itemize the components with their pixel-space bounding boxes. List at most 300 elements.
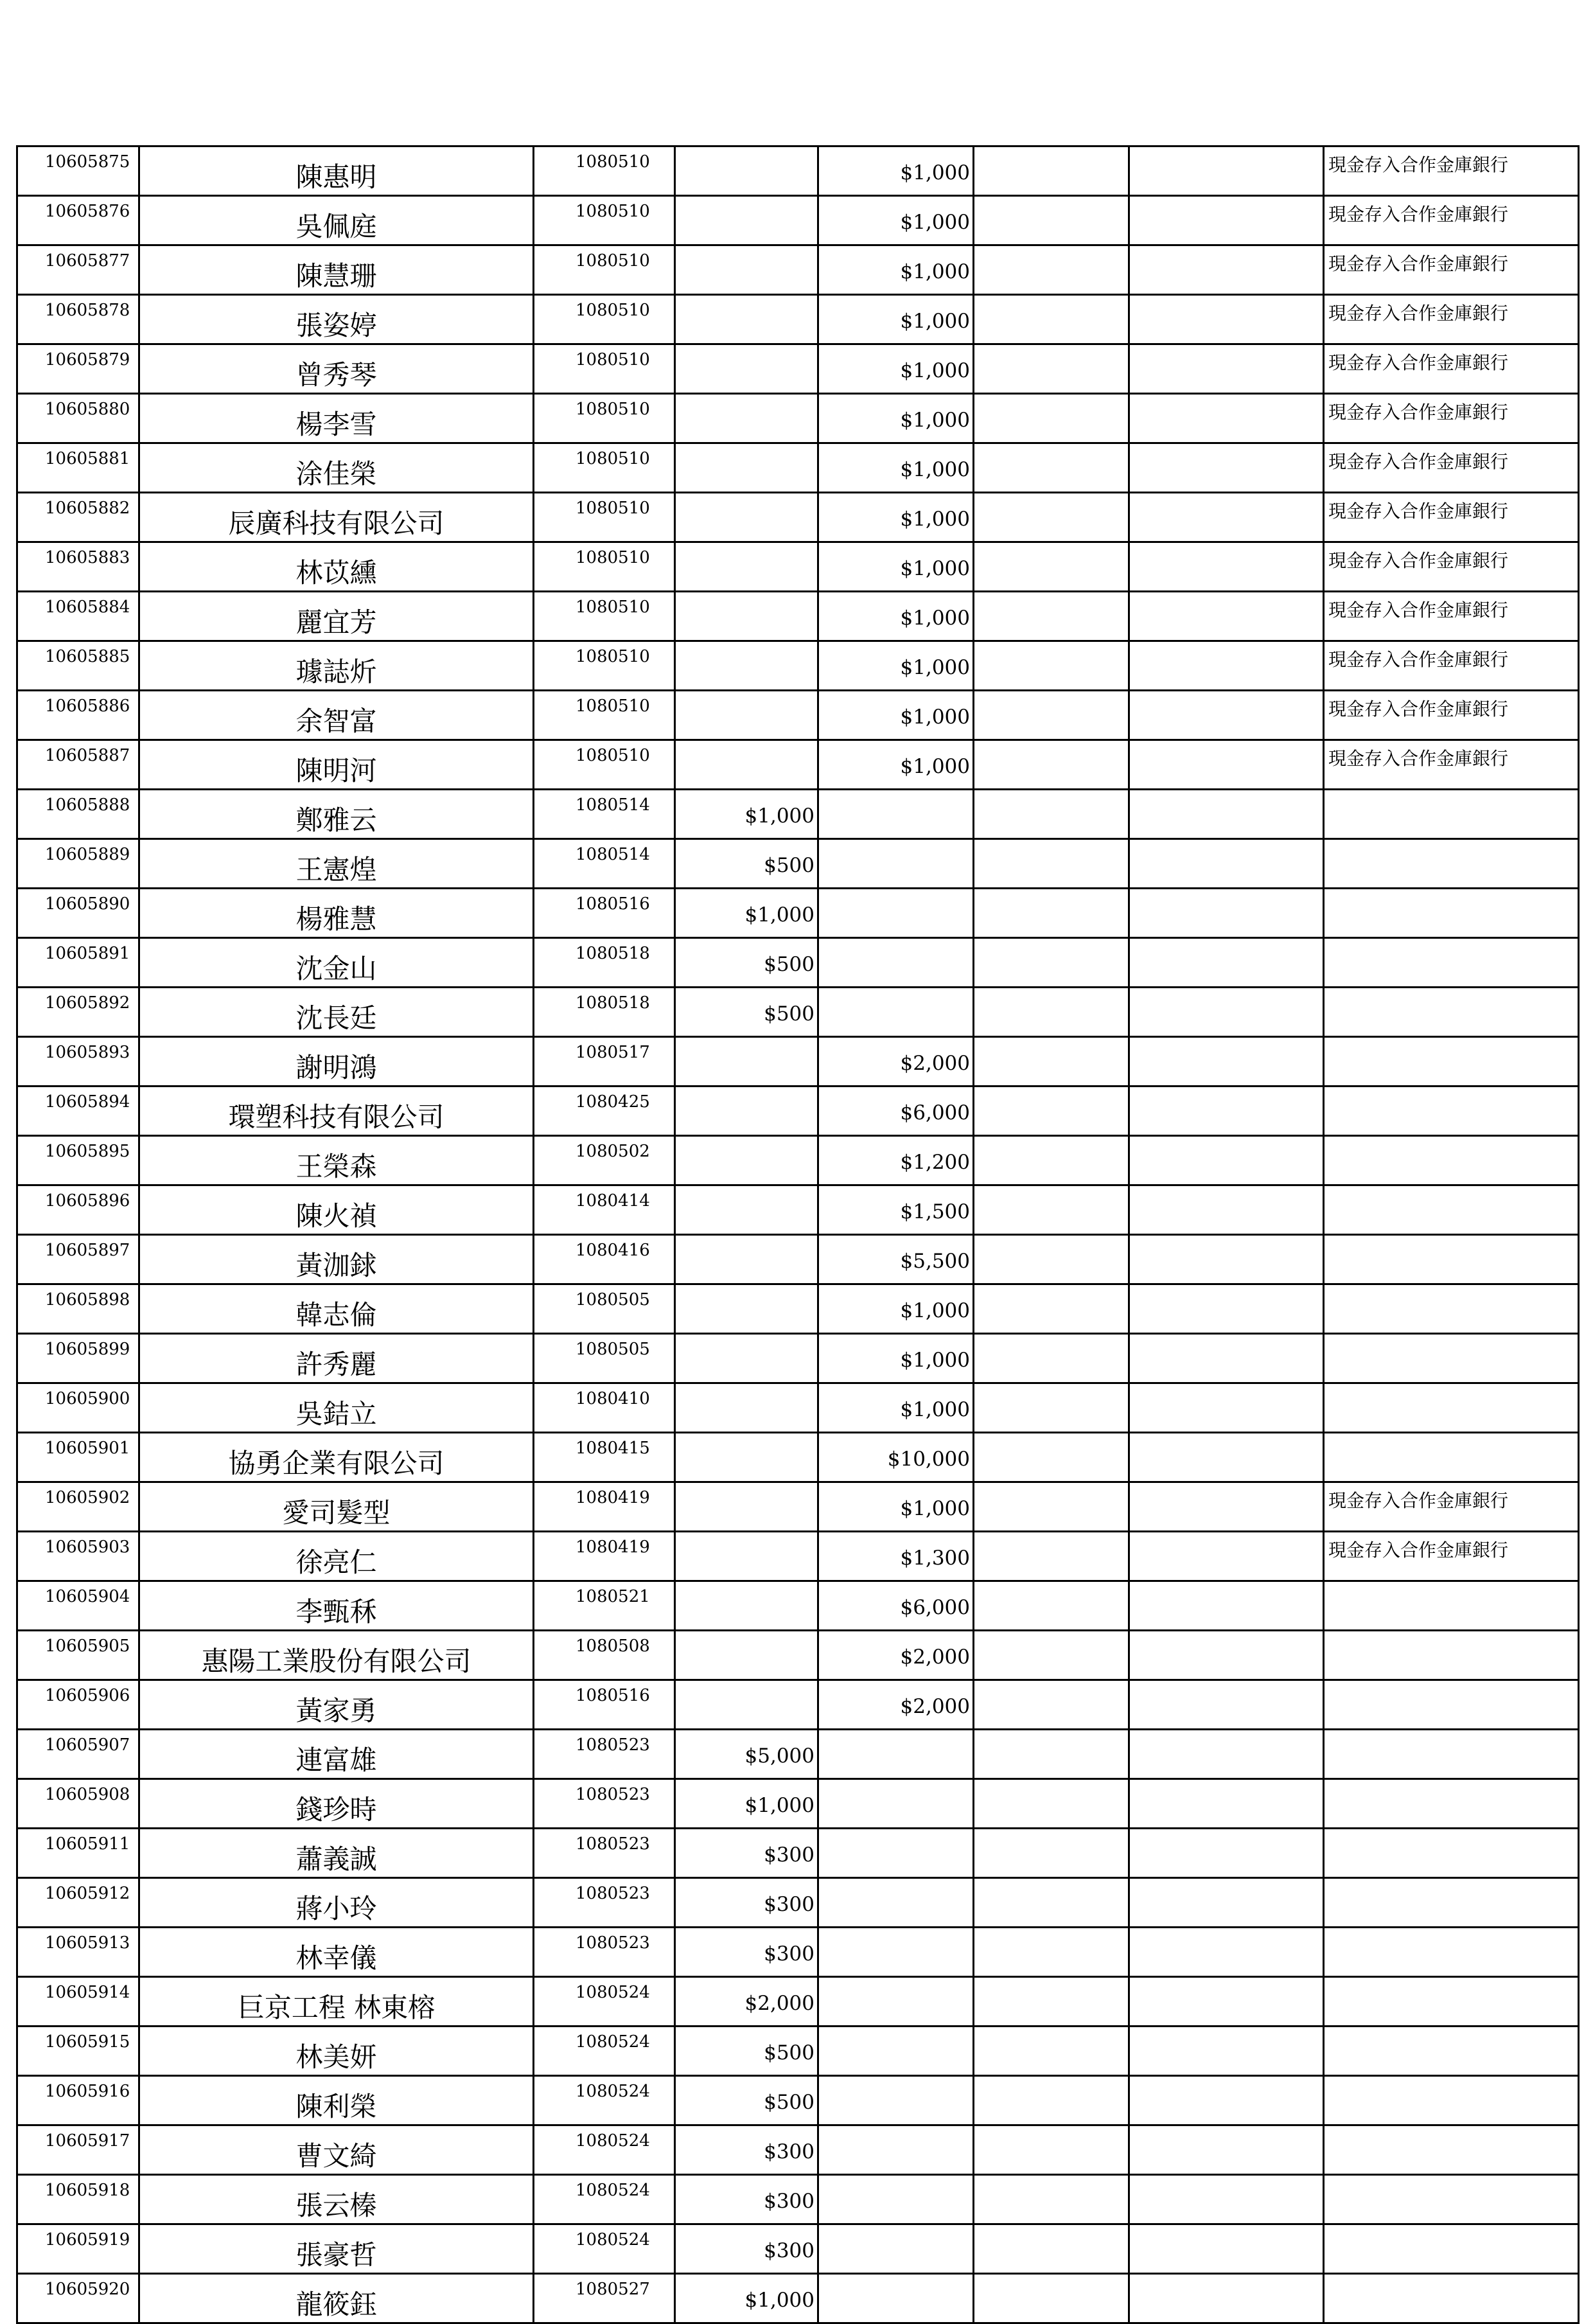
receipt-number-cell: 10605917 <box>17 2125 139 2175</box>
amount-cell-a <box>675 1631 818 1680</box>
date-cell: 1080510 <box>534 245 675 295</box>
amount-cell-b <box>818 1977 974 2027</box>
date-cell: 1080524 <box>534 2175 675 2224</box>
amount-cell-b <box>818 2027 974 2076</box>
table-row <box>17 2027 1579 2076</box>
date-cell: 1080514 <box>534 839 675 889</box>
table-row <box>17 1829 1579 1878</box>
date-cell: 1080510 <box>534 394 675 443</box>
payment-note-cell <box>1324 988 1579 1037</box>
amount-cell-b: $2,000 <box>818 1680 974 1730</box>
receipt-number-cell: 10605902 <box>17 1482 139 1532</box>
table-row <box>17 641 1579 691</box>
donor-name-cell: 吳銡立 <box>139 1383 534 1433</box>
empty-cell <box>974 245 1129 295</box>
date-cell: 1080510 <box>534 542 675 592</box>
amount-cell-b: $1,000 <box>818 1334 974 1383</box>
empty-cell <box>1129 2076 1324 2125</box>
donation-ledger-table <box>16 145 1580 2324</box>
empty-cell <box>974 295 1129 344</box>
table-row <box>17 196 1579 245</box>
payment-note-cell: 現金存入合作金庫銀行 <box>1324 295 1579 344</box>
receipt-number-cell: 10605893 <box>17 1037 139 1087</box>
table-row <box>17 839 1579 889</box>
donor-name-cell: 錢珍時 <box>139 1779 534 1829</box>
donor-name-cell: 龍筱鈺 <box>139 2274 534 2323</box>
amount-cell-b: $5,500 <box>818 1235 974 1284</box>
amount-cell-b: $1,500 <box>818 1185 974 1235</box>
amount-cell-b: $1,000 <box>818 641 974 691</box>
amount-cell-b: $10,000 <box>818 1433 974 1482</box>
amount-cell-b: $6,000 <box>818 1581 974 1631</box>
empty-cell <box>1129 1482 1324 1532</box>
empty-cell <box>974 1878 1129 1928</box>
payment-note-cell <box>1324 1829 1579 1878</box>
empty-cell <box>1129 146 1324 196</box>
amount-cell-a <box>675 1235 818 1284</box>
date-cell: 1080410 <box>534 1383 675 1433</box>
donor-name-cell: 李甄秝 <box>139 1581 534 1631</box>
empty-cell <box>974 2175 1129 2224</box>
donor-name-cell: 張云榛 <box>139 2175 534 2224</box>
amount-cell-a: $300 <box>675 1829 818 1878</box>
empty-cell <box>1129 1730 1324 1779</box>
amount-cell-b <box>818 988 974 1037</box>
payment-note-cell <box>1324 2027 1579 2076</box>
amount-cell-b: $1,000 <box>818 146 974 196</box>
amount-cell-b: $1,000 <box>818 196 974 245</box>
table-row <box>17 1581 1579 1631</box>
empty-cell <box>974 2125 1129 2175</box>
amount-cell-b: $1,200 <box>818 1136 974 1185</box>
donor-name-cell: 許秀麗 <box>139 1334 534 1383</box>
receipt-number-cell: 10605901 <box>17 1433 139 1482</box>
table-row <box>17 2076 1579 2125</box>
payment-note-cell <box>1324 1977 1579 2027</box>
date-cell: 1080415 <box>534 1433 675 1482</box>
date-cell: 1080516 <box>534 1680 675 1730</box>
payment-note-cell <box>1324 1730 1579 1779</box>
amount-cell-b: $1,000 <box>818 691 974 740</box>
amount-cell-a <box>675 295 818 344</box>
empty-cell <box>1129 889 1324 938</box>
empty-cell <box>1129 839 1324 889</box>
empty-cell <box>1129 2224 1324 2274</box>
table-row <box>17 938 1579 988</box>
donor-name-cell: 涂佳榮 <box>139 443 534 493</box>
empty-cell <box>1129 1779 1324 1829</box>
table-row <box>17 1235 1579 1284</box>
amount-cell-a <box>675 1532 818 1581</box>
amount-cell-a: $500 <box>675 839 818 889</box>
date-cell: 1080510 <box>534 344 675 394</box>
empty-cell <box>1129 394 1324 443</box>
empty-cell <box>1129 790 1324 839</box>
amount-cell-a <box>675 1284 818 1334</box>
receipt-number-cell: 10605889 <box>17 839 139 889</box>
amount-cell-a <box>675 1185 818 1235</box>
empty-cell <box>974 394 1129 443</box>
amount-cell-a <box>675 1680 818 1730</box>
date-cell: 1080510 <box>534 443 675 493</box>
payment-note-cell <box>1324 1185 1579 1235</box>
date-cell: 1080524 <box>534 2076 675 2125</box>
payment-note-cell <box>1324 2125 1579 2175</box>
table-row <box>17 493 1579 542</box>
empty-cell <box>974 1631 1129 1680</box>
amount-cell-b <box>818 790 974 839</box>
amount-cell-a <box>675 394 818 443</box>
donor-name-cell: 陳明河 <box>139 740 534 790</box>
empty-cell <box>1129 2125 1324 2175</box>
empty-cell <box>974 1235 1129 1284</box>
donor-name-cell: 林美妍 <box>139 2027 534 2076</box>
donor-name-cell: 惠陽工業股份有限公司 <box>139 1631 534 1680</box>
table-row <box>17 146 1579 196</box>
receipt-number-cell: 10605912 <box>17 1878 139 1928</box>
table-row <box>17 394 1579 443</box>
table-row <box>17 1977 1579 2027</box>
table-row <box>17 1680 1579 1730</box>
receipt-number-cell: 10605885 <box>17 641 139 691</box>
donor-name-cell: 陳火禎 <box>139 1185 534 1235</box>
empty-cell <box>1129 542 1324 592</box>
empty-cell <box>1129 1037 1324 1087</box>
receipt-number-cell: 10605884 <box>17 592 139 641</box>
empty-cell <box>1129 443 1324 493</box>
payment-note-cell <box>1324 1284 1579 1334</box>
table-row <box>17 1928 1579 1977</box>
table-row <box>17 1730 1579 1779</box>
amount-cell-a <box>675 1383 818 1433</box>
donor-name-cell: 林苡纁 <box>139 542 534 592</box>
empty-cell <box>974 889 1129 938</box>
empty-cell <box>1129 1878 1324 1928</box>
empty-cell <box>1129 740 1324 790</box>
payment-note-cell <box>1324 1235 1579 1284</box>
empty-cell <box>1129 1136 1324 1185</box>
payment-note-cell: 現金存入合作金庫銀行 <box>1324 493 1579 542</box>
payment-note-cell: 現金存入合作金庫銀行 <box>1324 641 1579 691</box>
payment-note-cell: 現金存入合作金庫銀行 <box>1324 394 1579 443</box>
receipt-number-cell: 10605894 <box>17 1087 139 1136</box>
date-cell: 1080510 <box>534 146 675 196</box>
date-cell: 1080425 <box>534 1087 675 1136</box>
amount-cell-a: $300 <box>675 1878 818 1928</box>
payment-note-cell <box>1324 2274 1579 2323</box>
table-row <box>17 691 1579 740</box>
empty-cell <box>1129 1235 1324 1284</box>
amount-cell-a <box>675 691 818 740</box>
date-cell: 1080510 <box>534 740 675 790</box>
empty-cell <box>974 1383 1129 1433</box>
empty-cell <box>1129 2274 1324 2323</box>
empty-cell <box>1129 344 1324 394</box>
table-row <box>17 1136 1579 1185</box>
amount-cell-b: $1,000 <box>818 1482 974 1532</box>
date-cell: 1080514 <box>534 790 675 839</box>
empty-cell <box>1129 2027 1324 2076</box>
date-cell: 1080523 <box>534 1829 675 1878</box>
receipt-number-cell: 10605905 <box>17 1631 139 1680</box>
donor-name-cell: 張豪哲 <box>139 2224 534 2274</box>
donor-name-cell: 陳惠明 <box>139 146 534 196</box>
receipt-number-cell: 10605881 <box>17 443 139 493</box>
donor-name-cell: 王榮森 <box>139 1136 534 1185</box>
empty-cell <box>1129 1581 1324 1631</box>
donor-name-cell: 王憲煌 <box>139 839 534 889</box>
donor-name-cell: 麗宜芳 <box>139 592 534 641</box>
empty-cell <box>974 146 1129 196</box>
receipt-number-cell: 10605883 <box>17 542 139 592</box>
amount-cell-a <box>675 1482 818 1532</box>
date-cell: 1080524 <box>534 2224 675 2274</box>
donor-name-cell: 協勇企業有限公司 <box>139 1433 534 1482</box>
empty-cell <box>974 2076 1129 2125</box>
table-row <box>17 1433 1579 1482</box>
amount-cell-b: $1,000 <box>818 344 974 394</box>
donor-name-cell: 吳佩庭 <box>139 196 534 245</box>
empty-cell <box>1129 988 1324 1037</box>
amount-cell-b: $1,000 <box>818 245 974 295</box>
payment-note-cell <box>1324 1334 1579 1383</box>
empty-cell <box>974 2224 1129 2274</box>
receipt-number-cell: 10605907 <box>17 1730 139 1779</box>
amount-cell-b <box>818 1730 974 1779</box>
payment-note-cell: 現金存入合作金庫銀行 <box>1324 1482 1579 1532</box>
payment-note-cell <box>1324 1087 1579 1136</box>
donor-name-cell: 黃泇銶 <box>139 1235 534 1284</box>
receipt-number-cell: 10605906 <box>17 1680 139 1730</box>
empty-cell <box>974 790 1129 839</box>
empty-cell <box>1129 1532 1324 1581</box>
payment-note-cell <box>1324 2175 1579 2224</box>
amount-cell-a: $500 <box>675 2027 818 2076</box>
receipt-number-cell: 10605878 <box>17 295 139 344</box>
payment-note-cell <box>1324 1383 1579 1433</box>
payment-note-cell <box>1324 1037 1579 1087</box>
empty-cell <box>1129 1928 1324 1977</box>
table-row <box>17 1383 1579 1433</box>
payment-note-cell: 現金存入合作金庫銀行 <box>1324 740 1579 790</box>
date-cell: 1080523 <box>534 1878 675 1928</box>
amount-cell-b: $2,000 <box>818 1037 974 1087</box>
date-cell: 1080505 <box>534 1334 675 1383</box>
date-cell: 1080527 <box>534 2274 675 2323</box>
table-row <box>17 790 1579 839</box>
amount-cell-b <box>818 2175 974 2224</box>
table-row <box>17 2125 1579 2175</box>
empty-cell <box>974 344 1129 394</box>
table-row <box>17 2175 1579 2224</box>
receipt-number-cell: 10605915 <box>17 2027 139 2076</box>
amount-cell-b <box>818 2274 974 2323</box>
amount-cell-a <box>675 1136 818 1185</box>
empty-cell <box>1129 1087 1324 1136</box>
empty-cell <box>974 1829 1129 1878</box>
date-cell: 1080419 <box>534 1482 675 1532</box>
table-row <box>17 1037 1579 1087</box>
amount-cell-a: $500 <box>675 2076 818 2125</box>
amount-cell-b <box>818 1928 974 1977</box>
table-row <box>17 592 1579 641</box>
donor-name-cell: 環塑科技有限公司 <box>139 1087 534 1136</box>
receipt-number-cell: 10605913 <box>17 1928 139 1977</box>
date-cell: 1080523 <box>534 1928 675 1977</box>
date-cell: 1080416 <box>534 1235 675 1284</box>
receipt-number-cell: 10605890 <box>17 889 139 938</box>
empty-cell <box>974 1334 1129 1383</box>
table-row <box>17 1878 1579 1928</box>
payment-note-cell <box>1324 1433 1579 1482</box>
amount-cell-a: $2,000 <box>675 1977 818 2027</box>
amount-cell-b: $1,000 <box>818 592 974 641</box>
date-cell: 1080523 <box>534 1730 675 1779</box>
receipt-number-cell: 10605898 <box>17 1284 139 1334</box>
table-row <box>17 344 1579 394</box>
empty-cell <box>1129 1284 1324 1334</box>
payment-note-cell: 現金存入合作金庫銀行 <box>1324 691 1579 740</box>
payment-note-cell <box>1324 1581 1579 1631</box>
receipt-number-cell: 10605875 <box>17 146 139 196</box>
empty-cell <box>974 1087 1129 1136</box>
empty-cell <box>974 988 1129 1037</box>
amount-cell-a: $1,000 <box>675 1779 818 1829</box>
amount-cell-a: $500 <box>675 938 818 988</box>
amount-cell-a <box>675 592 818 641</box>
amount-cell-b <box>818 2125 974 2175</box>
donor-name-cell: 韓志倫 <box>139 1284 534 1334</box>
payment-note-cell: 現金存入合作金庫銀行 <box>1324 443 1579 493</box>
donor-name-cell: 曹文綺 <box>139 2125 534 2175</box>
payment-note-cell <box>1324 1631 1579 1680</box>
payment-note-cell: 現金存入合作金庫銀行 <box>1324 542 1579 592</box>
amount-cell-a <box>675 344 818 394</box>
donor-name-cell: 蔣小玲 <box>139 1878 534 1928</box>
amount-cell-a <box>675 641 818 691</box>
empty-cell <box>1129 592 1324 641</box>
empty-cell <box>974 443 1129 493</box>
empty-cell <box>1129 1977 1324 2027</box>
receipt-number-cell: 10605882 <box>17 493 139 542</box>
empty-cell <box>974 493 1129 542</box>
amount-cell-b: $1,300 <box>818 1532 974 1581</box>
receipt-number-cell: 10605877 <box>17 245 139 295</box>
empty-cell <box>1129 1829 1324 1878</box>
payment-note-cell <box>1324 2224 1579 2274</box>
table-row <box>17 889 1579 938</box>
receipt-number-cell: 10605899 <box>17 1334 139 1383</box>
date-cell: 1080510 <box>534 691 675 740</box>
empty-cell <box>974 1928 1129 1977</box>
table-row <box>17 1532 1579 1581</box>
donor-name-cell: 余智富 <box>139 691 534 740</box>
table-row <box>17 740 1579 790</box>
payment-note-cell <box>1324 790 1579 839</box>
empty-cell <box>1129 493 1324 542</box>
empty-cell <box>1129 641 1324 691</box>
table-row <box>17 1087 1579 1136</box>
empty-cell <box>974 839 1129 889</box>
donor-name-cell: 連富雄 <box>139 1730 534 1779</box>
donor-name-cell: 陳利榮 <box>139 2076 534 2125</box>
table-row <box>17 1284 1579 1334</box>
donor-name-cell: 陳慧珊 <box>139 245 534 295</box>
receipt-number-cell: 10605911 <box>17 1829 139 1878</box>
receipt-number-cell: 10605892 <box>17 988 139 1037</box>
empty-cell <box>974 1185 1129 1235</box>
amount-cell-b: $1,000 <box>818 1284 974 1334</box>
payment-note-cell: 現金存入合作金庫銀行 <box>1324 344 1579 394</box>
receipt-number-cell: 10605895 <box>17 1136 139 1185</box>
empty-cell <box>974 1433 1129 1482</box>
payment-note-cell <box>1324 1136 1579 1185</box>
receipt-number-cell: 10605896 <box>17 1185 139 1235</box>
date-cell: 1080414 <box>534 1185 675 1235</box>
amount-cell-a <box>675 1581 818 1631</box>
empty-cell <box>1129 691 1324 740</box>
receipt-number-cell: 10605897 <box>17 1235 139 1284</box>
empty-cell <box>974 1977 1129 2027</box>
table-row <box>17 1631 1579 1680</box>
empty-cell <box>974 1136 1129 1185</box>
receipt-number-cell: 10605908 <box>17 1779 139 1829</box>
amount-cell-a <box>675 1433 818 1482</box>
date-cell: 1080516 <box>534 889 675 938</box>
empty-cell <box>1129 938 1324 988</box>
payment-note-cell <box>1324 1680 1579 1730</box>
empty-cell <box>974 1532 1129 1581</box>
table-row <box>17 2224 1579 2274</box>
payment-note-cell: 現金存入合作金庫銀行 <box>1324 592 1579 641</box>
empty-cell <box>1129 1383 1324 1433</box>
payment-note-cell <box>1324 1928 1579 1977</box>
empty-cell <box>974 1482 1129 1532</box>
amount-cell-a <box>675 196 818 245</box>
amount-cell-b <box>818 1878 974 1928</box>
amount-cell-b: $1,000 <box>818 443 974 493</box>
date-cell: 1080502 <box>534 1136 675 1185</box>
payment-note-cell <box>1324 1779 1579 1829</box>
empty-cell <box>1129 245 1324 295</box>
date-cell: 1080510 <box>534 196 675 245</box>
date-cell: 1080510 <box>534 592 675 641</box>
amount-cell-a <box>675 443 818 493</box>
donor-name-cell: 謝明鴻 <box>139 1037 534 1087</box>
payment-note-cell: 現金存入合作金庫銀行 <box>1324 196 1579 245</box>
date-cell: 1080510 <box>534 295 675 344</box>
receipt-number-cell: 10605904 <box>17 1581 139 1631</box>
receipt-number-cell: 10605918 <box>17 2175 139 2224</box>
amount-cell-b <box>818 2224 974 2274</box>
amount-cell-a <box>675 493 818 542</box>
empty-cell <box>1129 1334 1324 1383</box>
receipt-number-cell: 10605879 <box>17 344 139 394</box>
payment-note-cell <box>1324 938 1579 988</box>
amount-cell-b <box>818 1829 974 1878</box>
amount-cell-a: $300 <box>675 1928 818 1977</box>
amount-cell-b <box>818 2076 974 2125</box>
amount-cell-b <box>818 938 974 988</box>
receipt-number-cell: 10605903 <box>17 1532 139 1581</box>
amount-cell-b: $1,000 <box>818 740 974 790</box>
empty-cell <box>974 196 1129 245</box>
empty-cell <box>1129 196 1324 245</box>
donor-name-cell: 曾秀琴 <box>139 344 534 394</box>
date-cell: 1080524 <box>534 2125 675 2175</box>
empty-cell <box>974 938 1129 988</box>
empty-cell <box>974 1037 1129 1087</box>
